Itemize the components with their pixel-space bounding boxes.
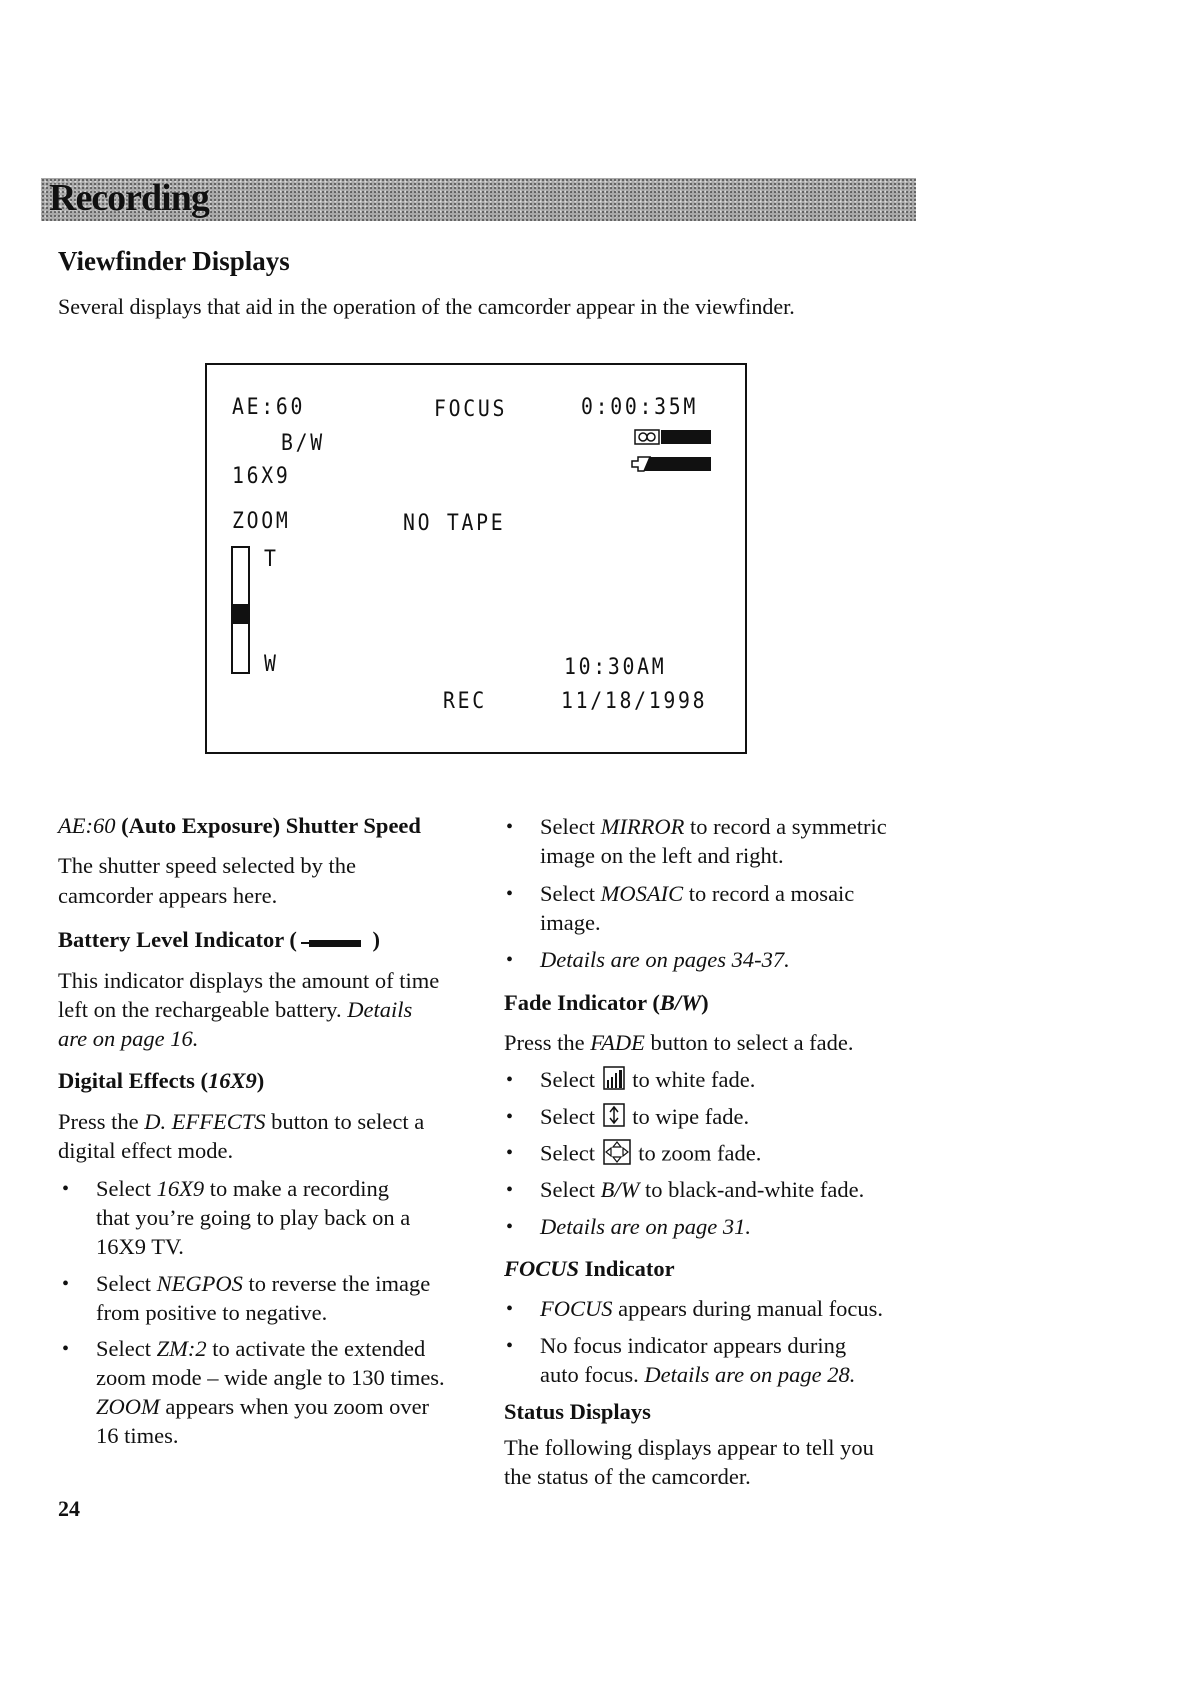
text-run: digital effect mode. xyxy=(58,1138,234,1163)
text-run: Details are on page 28. xyxy=(644,1362,856,1387)
text-run: camcorder appears here. xyxy=(58,883,278,908)
bullet-item xyxy=(506,813,887,841)
text-run: ZM:2 xyxy=(156,1336,207,1361)
text-run: B/W xyxy=(659,990,702,1015)
text-run: image. xyxy=(540,910,601,935)
text-run: B/W xyxy=(600,1177,640,1202)
paragraph-line xyxy=(96,1204,410,1232)
bullet-item xyxy=(506,946,790,974)
vf-date: 11/18/1998 xyxy=(561,689,708,714)
bullet-icon: • xyxy=(62,1273,70,1295)
vf-zoom-t: T xyxy=(264,547,279,572)
text-run: Select xyxy=(540,1140,601,1166)
text-run: from positive to negative. xyxy=(96,1300,328,1325)
text-run: Select xyxy=(540,1067,601,1092)
bullet-icon: • xyxy=(506,1179,514,1201)
text-run: to zoom fade. xyxy=(632,1140,762,1166)
text-run: Select xyxy=(540,881,601,906)
bullet-icon: • xyxy=(62,1178,70,1200)
text-run: ) xyxy=(701,990,709,1015)
text-run: auto focus. xyxy=(540,1362,645,1387)
paragraph-line xyxy=(96,1393,429,1421)
text-run: Details are on page 31. xyxy=(540,1214,752,1239)
text-run: Battery Level Indicator ( xyxy=(58,927,297,952)
battery-icon xyxy=(299,928,365,956)
text-run: to record a mosaic xyxy=(683,881,855,906)
bullet-icon: • xyxy=(506,1216,514,1238)
text-run: 16X9 xyxy=(156,1176,205,1201)
text-run: Digital Effects ( xyxy=(58,1068,208,1093)
text-run: button to select a xyxy=(265,1109,425,1134)
viewfinder-diagram xyxy=(205,363,747,754)
text-run: to wipe fade. xyxy=(626,1104,750,1129)
bullet-icon: • xyxy=(506,816,514,838)
text-run: Fade Indicator ( xyxy=(504,990,660,1015)
bullet-item xyxy=(506,1295,884,1323)
text-run: Select xyxy=(96,1271,157,1296)
paragraph-line xyxy=(58,1137,233,1165)
vf-effect: 16X9 xyxy=(232,464,291,489)
text-run: zoom mode – wide angle to 130 times. xyxy=(96,1365,445,1390)
subheading xyxy=(58,812,421,840)
bullet-item xyxy=(506,1139,762,1172)
white-fade-icon xyxy=(603,1066,625,1097)
paragraph-line xyxy=(96,1422,179,1450)
vf-fade: B/W xyxy=(281,431,325,456)
vf-no-tape: NO TAPE xyxy=(403,511,506,536)
text-run: Select xyxy=(540,1104,601,1129)
text-run: Select xyxy=(96,1336,157,1361)
text-run: FOCUS xyxy=(540,1296,613,1321)
text-run: image on the left and right. xyxy=(540,843,784,868)
text-run: Select xyxy=(96,1176,157,1201)
paragraph-line xyxy=(58,1108,424,1136)
zoom-bar xyxy=(231,546,250,674)
paragraph-line xyxy=(504,1463,751,1491)
text-run: to make a recording xyxy=(204,1176,390,1201)
bullet-item xyxy=(506,880,855,908)
subheading xyxy=(504,1255,675,1283)
zoom-fade-icon xyxy=(603,1139,631,1172)
paragraph-line xyxy=(540,1361,855,1389)
paragraph-line xyxy=(504,1434,874,1462)
text-run: Details xyxy=(347,997,413,1022)
text-run: Select xyxy=(540,1177,601,1202)
subheading xyxy=(504,1398,651,1426)
zoom-position-indicator xyxy=(233,604,248,624)
text-run: MOSAIC xyxy=(600,881,684,906)
text-run: are on page 16. xyxy=(58,1026,199,1051)
vf-rec: REC xyxy=(443,689,487,714)
page-number: 24 xyxy=(58,1496,80,1521)
text-run: (Auto Exposure) Shutter Speed xyxy=(115,813,421,838)
text-run: to black-and-white fade. xyxy=(639,1177,865,1202)
text-run: The shutter speed selected by the xyxy=(58,853,357,878)
text-run: D. EFFECTS xyxy=(144,1109,266,1134)
intro-text: Several displays that aid in the operation of the camcorder appear in the viewfinder. xyxy=(58,294,795,319)
bullet-icon: • xyxy=(62,1338,70,1360)
text-run: No focus indicator appears during xyxy=(540,1333,847,1358)
bullet-item xyxy=(506,1066,756,1097)
paragraph-line xyxy=(504,1029,854,1057)
text-run: to reverse the image xyxy=(242,1271,431,1296)
bullet-icon: • xyxy=(506,1106,514,1128)
text-run: Status Displays xyxy=(504,1399,651,1424)
text-run: This indicator displays the amount of time xyxy=(58,968,440,993)
bullet-icon: • xyxy=(506,949,514,971)
text-run: Press the xyxy=(504,1030,591,1055)
text-run: FADE xyxy=(590,1030,645,1055)
paragraph-line xyxy=(58,996,412,1024)
vf-ae: AE:60 xyxy=(232,395,306,420)
wipe-fade-icon xyxy=(603,1103,625,1134)
text-run: appears during manual focus. xyxy=(612,1296,884,1321)
text-run: The following displays appear to tell you xyxy=(504,1435,874,1460)
battery-level-icon xyxy=(630,456,712,472)
subheading xyxy=(58,1067,264,1095)
text-run: button to select a fade. xyxy=(644,1030,854,1055)
bullet-item xyxy=(62,1335,426,1363)
text-run: NEGPOS xyxy=(156,1271,243,1296)
text-run: to activate the extended xyxy=(206,1336,426,1361)
tape-remaining-icon xyxy=(634,429,712,445)
subheading xyxy=(58,926,380,956)
bullet-icon: • xyxy=(506,1142,514,1164)
text-run: 16 times. xyxy=(96,1423,179,1448)
paragraph-line xyxy=(96,1364,445,1392)
text-run: the status of the camcorder. xyxy=(504,1464,751,1489)
bullet-icon: • xyxy=(506,883,514,905)
text-run: ) xyxy=(366,927,381,952)
text-run: 16X9 xyxy=(207,1068,257,1093)
paragraph-line xyxy=(58,1025,198,1053)
subheading xyxy=(504,989,709,1017)
bullet-item xyxy=(506,1213,752,1241)
text-run: FOCUS xyxy=(504,1256,580,1281)
section-header-bar xyxy=(41,178,916,221)
paragraph-line xyxy=(540,842,784,870)
paragraph-line xyxy=(58,967,439,995)
vf-time: 10:30AM xyxy=(564,655,667,680)
vf-zoom-w: W xyxy=(264,652,279,677)
vf-counter: 0:00:35M xyxy=(581,395,698,420)
text-run: 16X9 TV. xyxy=(96,1234,184,1259)
text-run: appears when you zoom over xyxy=(159,1394,430,1419)
bullet-item xyxy=(506,1332,847,1360)
bullet-item xyxy=(506,1176,865,1204)
paragraph-line xyxy=(540,909,601,937)
text-run: ZOOM xyxy=(96,1394,160,1419)
text-run: to record a symmetric xyxy=(684,814,887,839)
text-run: Indicator xyxy=(579,1256,675,1281)
bullet-icon: • xyxy=(506,1298,514,1320)
text-run: to white fade. xyxy=(626,1067,756,1092)
bullet-item xyxy=(506,1103,750,1134)
text-run: left on the rechargeable battery. xyxy=(58,997,348,1022)
paragraph-line xyxy=(96,1233,184,1261)
text-run: Press the xyxy=(58,1109,145,1134)
page-title: Viewfinder Displays xyxy=(58,246,290,276)
text-run: that you’re going to play back on a xyxy=(96,1205,411,1230)
paragraph-line xyxy=(58,882,277,910)
text-run: AE:60 xyxy=(58,813,116,838)
vf-zoom: ZOOM xyxy=(232,509,291,534)
section-title: Recording xyxy=(49,177,209,219)
vf-focus: FOCUS xyxy=(434,397,508,422)
bullet-icon: • xyxy=(506,1335,514,1357)
bullet-icon: • xyxy=(506,1069,514,1091)
paragraph-line xyxy=(58,852,356,880)
text-run: MIRROR xyxy=(600,814,685,839)
text-run: ) xyxy=(256,1068,265,1093)
paragraph-line xyxy=(96,1299,327,1327)
bullet-item xyxy=(62,1175,390,1203)
text-run: Details are on pages 34-37. xyxy=(540,947,790,972)
bullet-item xyxy=(62,1270,431,1298)
text-run: Select xyxy=(540,814,601,839)
